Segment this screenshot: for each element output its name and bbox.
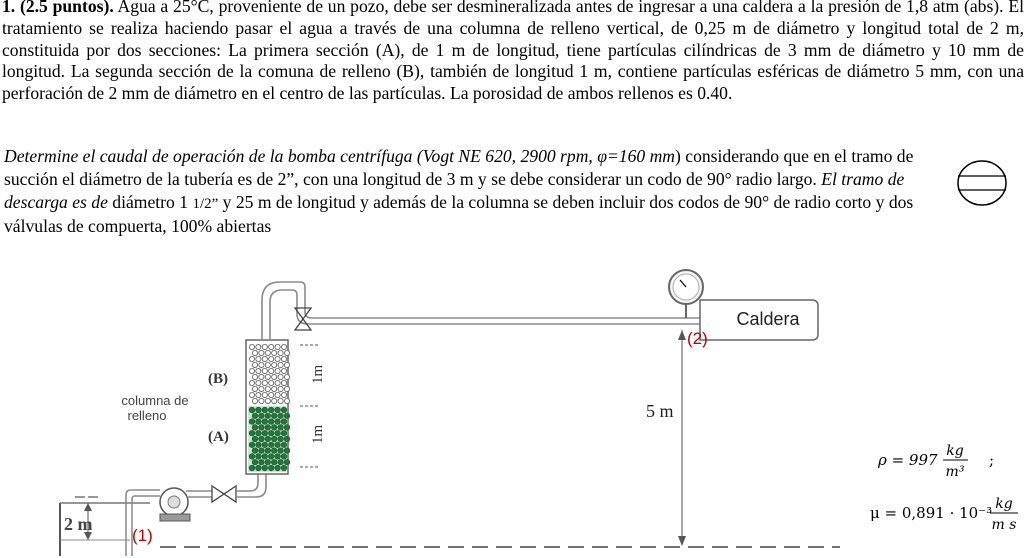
height-5m-dimension <box>678 330 686 546</box>
sphere-particle <box>284 374 289 379</box>
sphere-particle <box>278 362 283 367</box>
cylinder-particle <box>268 407 274 413</box>
cylinder-particle <box>278 448 284 454</box>
cylinder-particle <box>256 407 262 413</box>
cylinder-particle <box>265 413 271 419</box>
sphere-particle <box>284 350 289 355</box>
sphere-particle <box>265 350 270 355</box>
gate-valve-symbol-icon <box>958 161 1006 205</box>
cylinder-particle <box>275 419 281 425</box>
sphere-particle <box>262 344 267 349</box>
cylinder-particle <box>284 436 290 442</box>
cylinder-particle <box>284 459 290 465</box>
sphere-particle <box>249 344 254 349</box>
cylinder-particle <box>271 413 277 419</box>
cylinder-particle <box>265 459 271 465</box>
sphere-particle <box>262 368 267 373</box>
sphere-particle <box>284 386 289 391</box>
sphere-particle <box>272 362 277 367</box>
cylinder-particle <box>284 413 290 419</box>
sphere-particle <box>275 344 280 349</box>
cylinder-particle <box>259 448 265 454</box>
cylinder-particle <box>268 454 274 460</box>
section-a-label: (A) <box>208 429 229 445</box>
length-a-label: 1m <box>310 424 326 444</box>
cylinder-particle <box>249 454 255 460</box>
cylinder-particle <box>278 436 284 442</box>
sphere-particle <box>249 392 254 397</box>
sphere-particle <box>249 356 254 361</box>
sphere-particle <box>281 392 286 397</box>
cylinder-particle <box>252 459 258 465</box>
sphere-particle <box>256 380 261 385</box>
sphere-particle <box>281 368 286 373</box>
question-part3: El tramo de descarga es de <box>4 168 905 212</box>
caldera-label: Caldera <box>736 309 800 329</box>
cylinder-particle <box>259 436 265 442</box>
cylinder-particle <box>249 419 255 425</box>
question-part5: y 25 m de longitud y además de la columna se deben incluir dos codos de 90° de radio corto y dos válvulas de compuerta, 100% abiertas <box>4 191 914 237</box>
sphere-particle <box>275 380 280 385</box>
cylinder-particle <box>278 413 284 419</box>
column-label-1: columna de <box>121 393 189 408</box>
sphere-particle <box>249 380 254 385</box>
cylinder-particle <box>284 425 290 431</box>
question-part2: ) considerando que en el tramo de succión el diámetro de la tubería es de 2”, con una longitud de 3 m y se debe considerar un codo de 90° radio largo. <box>4 146 914 189</box>
cylinder-particle <box>281 430 287 436</box>
cylinder-particle <box>249 430 255 436</box>
column-label-2: relleno <box>127 408 167 423</box>
cylinder-particle <box>278 425 284 431</box>
viscosity-formula <box>870 496 1018 533</box>
cylinder-particle <box>268 442 274 448</box>
sphere-particle <box>265 398 270 403</box>
sphere-particle <box>281 380 286 385</box>
question-fraction: 1/2” <box>192 195 219 212</box>
sphere-particle <box>256 368 261 373</box>
cylinder-particle <box>271 425 277 431</box>
cylinder-particle <box>271 459 277 465</box>
sphere-particle <box>256 392 261 397</box>
point-1-label: (1) <box>132 526 153 545</box>
question-part1: Determine el caudal de operación de la bomba centrífuga (Vogt NE 620, 2900 rpm, φ=160 mm <box>4 146 676 166</box>
sphere-particle <box>265 386 270 391</box>
cylinder-particle <box>252 425 258 431</box>
sphere-particle <box>252 350 257 355</box>
sphere-particle <box>249 368 254 373</box>
length-b-label: 1m <box>310 364 326 384</box>
sphere-particle <box>275 392 280 397</box>
sphere-particle <box>278 374 283 379</box>
cylinder-particle <box>278 459 284 465</box>
column-length-dimension <box>300 345 320 467</box>
sphere-particle <box>259 350 264 355</box>
sphere-particle <box>278 398 283 403</box>
cylinder-particle <box>259 425 265 431</box>
density-lhs: ρ = 997 <box>878 451 938 469</box>
sphere-particle <box>265 374 270 379</box>
pipe-to-column <box>236 473 266 497</box>
sphere-particle <box>278 350 283 355</box>
cylinder-particle <box>275 407 281 413</box>
density-unit-num: kg <box>946 443 964 459</box>
cylinder-particle <box>249 407 255 413</box>
cylinder-particle <box>268 430 274 436</box>
discharge-pipe <box>262 282 700 340</box>
suction-pipe <box>126 490 160 504</box>
cylinder-particle <box>262 407 268 413</box>
cylinder-particle <box>281 454 287 460</box>
cylinder-particle <box>265 448 271 454</box>
viscosity-unit-den: m s <box>991 517 1017 533</box>
sphere-particle <box>272 398 277 403</box>
sphere-particle <box>284 398 289 403</box>
cylinder-particle <box>249 465 255 471</box>
cylinder-particle <box>281 465 287 471</box>
cylinder-particle <box>252 448 258 454</box>
cylinder-particle <box>256 430 262 436</box>
cylinder-particle <box>265 436 271 442</box>
density-unit-den: m³ <box>945 464 965 480</box>
cylinder-particle <box>256 454 262 460</box>
question-part4: diámetro 1 <box>107 191 193 212</box>
cylinder-particle <box>275 430 281 436</box>
sphere-particle <box>278 386 283 391</box>
viscosity-lhs: μ = 0,891 · 10⁻³ <box>870 504 993 522</box>
cylinder-particle <box>275 454 281 460</box>
sphere-particle <box>259 398 264 403</box>
sphere-particle <box>265 362 270 367</box>
sphere-particle <box>269 380 274 385</box>
caldera-box <box>700 300 818 340</box>
cylinder-particle <box>281 442 287 448</box>
sphere-particle <box>281 344 286 349</box>
sphere-particle <box>262 380 267 385</box>
cylinder-particle <box>252 413 258 419</box>
cylinder-particle <box>249 442 255 448</box>
sphere-particle <box>256 344 261 349</box>
cylinder-particle <box>262 454 268 460</box>
sphere-particle <box>252 362 257 367</box>
cylinder-particle <box>259 413 265 419</box>
cylinder-particle <box>265 425 271 431</box>
sphere-particle <box>256 356 261 361</box>
sphere-particle <box>262 392 267 397</box>
density-separator: ; <box>989 451 995 469</box>
cylinder-particle <box>256 419 262 425</box>
height-5m-label: 5 m <box>646 401 674 421</box>
sphere-particle <box>252 374 257 379</box>
cylinder-particle <box>271 448 277 454</box>
cylinder-particle <box>262 430 268 436</box>
cylinder-particle <box>256 465 262 471</box>
sphere-particle <box>259 386 264 391</box>
cylinder-particle <box>275 442 281 448</box>
cylinder-particle <box>268 419 274 425</box>
cylinder-particle <box>252 436 258 442</box>
sphere-particle <box>262 356 267 361</box>
sphere-particle <box>272 374 277 379</box>
sphere-particle <box>284 362 289 367</box>
cylinder-particle <box>262 419 268 425</box>
pressure-gauge-icon <box>669 270 703 318</box>
cylinder-particle <box>275 465 281 471</box>
problem-intro: Agua a 25°C, proveniente de un pozo, debe ser desmineralizada antes de ingresar a una caldera a la presión de 1,8 atm (abs). El tratamiento se realiza haciendo pasar el agua a través de una columna de relleno vertical, de 0,25 m de diámetro y longitud total de 2 m, constituida por dos secciones: La primera sección (A), de 1 m de longitud, tiene partículas cilíndricas de 3 mm de diámetro y 10 mm de longitud. La segunda sección de la comuna de relleno (B), también de longitud 1 m, contiene partículas esféricas de diámetro 5 mm, con una perforación de 2 mm de diámetro en el centro de las partículas. La porosidad de ambos rellenos es 0.40. <box>2 0 1024 104</box>
cylinder-particle <box>262 465 268 471</box>
sphere-particle <box>252 386 257 391</box>
point-2-label: (2) <box>687 329 708 348</box>
sphere-particle <box>281 356 286 361</box>
cylinder-particle <box>259 459 265 465</box>
cylinder-particle <box>271 436 277 442</box>
sphere-particle <box>259 362 264 367</box>
sphere-particle <box>269 356 274 361</box>
problem-number: 1. (2.5 puntos). <box>2 0 114 16</box>
pump-icon <box>160 488 212 521</box>
density-formula <box>877 443 994 480</box>
cylinder-particle <box>281 407 287 413</box>
cylinder-particle <box>262 442 268 448</box>
sphere-particle <box>272 350 277 355</box>
sphere-particle <box>275 356 280 361</box>
cylinder-particle <box>281 419 287 425</box>
sphere-particle <box>252 398 257 403</box>
sphere-particle <box>269 368 274 373</box>
lower-gate-valve-icon <box>212 486 236 502</box>
cylinder-particle <box>268 465 274 471</box>
height-2m-label: 2 m <box>64 514 93 534</box>
sphere-particle <box>269 392 274 397</box>
sphere-particle <box>275 368 280 373</box>
sphere-particle <box>272 386 277 391</box>
sphere-particle <box>269 344 274 349</box>
cylinder-particle <box>256 442 262 448</box>
viscosity-unit-num: kg <box>995 496 1013 512</box>
section-b-label: (B) <box>208 371 228 387</box>
sphere-particle <box>259 374 264 379</box>
cylinder-particle <box>284 448 290 454</box>
